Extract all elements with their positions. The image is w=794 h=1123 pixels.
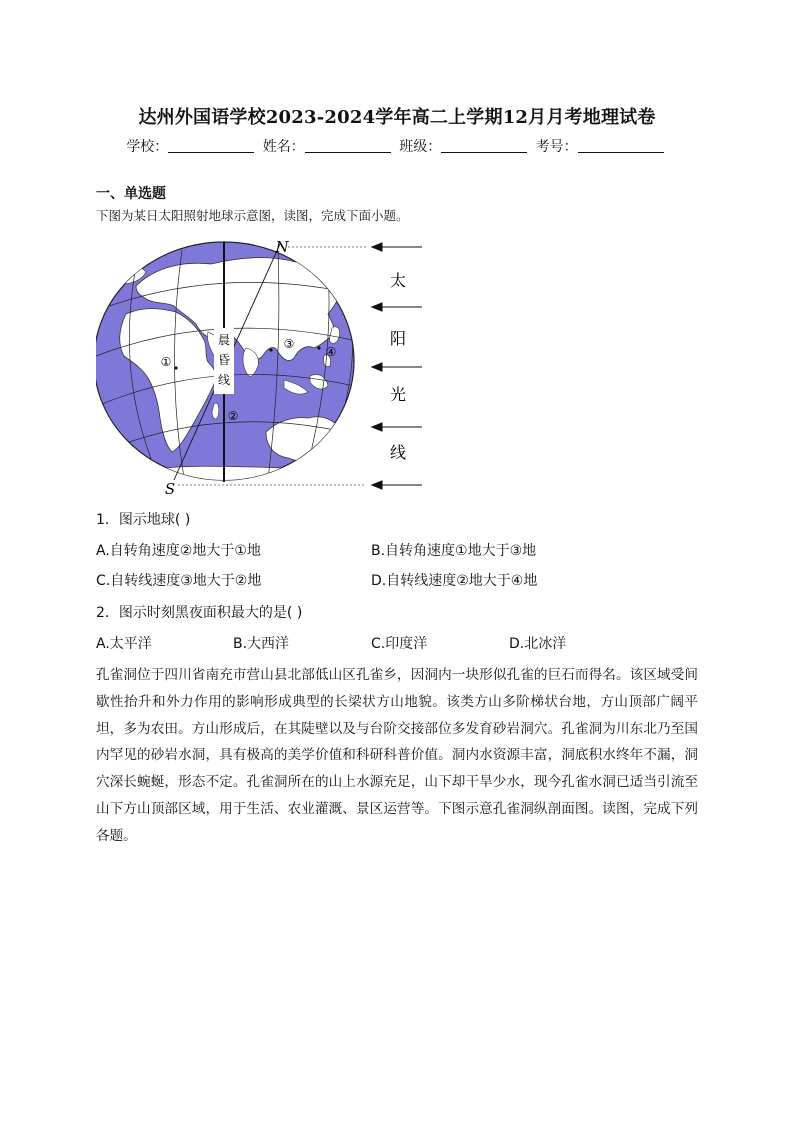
sunlight-label-1: 太	[389, 271, 407, 290]
exam-title: 达州外国语学校2023-2024学年高二上学期12月月考地理试卷	[138, 107, 656, 128]
point-label-4: ④	[325, 345, 337, 359]
question-2-option-c[interactable]: C.印度洋	[371, 636, 428, 652]
section-heading: 一、单选题	[96, 186, 166, 202]
terminator-label-3: 线	[217, 373, 231, 387]
south-pole-label: S	[164, 480, 176, 498]
question-2-option-b[interactable]: B.大西洋	[233, 636, 290, 652]
north-pole-label: N	[275, 238, 289, 256]
question-1-option-c[interactable]: C.自转线速度③地大于②地	[96, 573, 262, 589]
question-1-option-d[interactable]: D.自转线速度②地大于④地	[371, 573, 538, 589]
terminator-label-1: 晨	[217, 333, 231, 347]
sunlight-label-2: 阳	[389, 329, 407, 348]
terminator-label-2: 昏	[217, 353, 231, 367]
question-1-option-b[interactable]: B.自转角速度①地大于③地	[371, 543, 537, 559]
class-blank[interactable]	[441, 138, 527, 153]
question-2-option-d[interactable]: D.北冰洋	[509, 636, 567, 652]
school-blank[interactable]	[168, 138, 254, 153]
student-info-line	[0, 136, 794, 156]
question-1-stem: 1．图示地球( )	[96, 512, 191, 528]
sunlight-earth-diagram	[96, 236, 436, 498]
school-label: 学校：	[126, 139, 169, 155]
reading-passage: 孔雀洞位于四川省南充市营山县北部低山区孔雀乡，因洞内一块形似孔雀的巨石而得名。该区域受间歇性抬升和外力作用的影响形成典型的长梁状方山地貌。该类方山多阶梯状台地，方山顶部广阔平坦，多为农田。方山形成后，在其陡壁以及与台阶交接部位多发育砂岩洞穴。孔雀洞为川东北乃至国内罕见的砂岩水洞，具有极高的美学价值和科研科普价值。洞内水资源丰富，洞底积水终年不漏，洞穴深长蜿蜒，形态不定。孔雀洞所在的山上水源充足，山下却干旱少水，现今孔雀水洞已适当引流至山下方山顶部区域，用于生活、农业灌溉、景区运营等。下图示意孔雀洞纵剖面图。读图，完成下列各题。	[96, 667, 698, 844]
exam-number-label: 考号：	[535, 139, 578, 155]
exam-number-blank[interactable]	[578, 138, 664, 153]
class-label: 班级：	[399, 139, 442, 155]
sunlight-label-4: 线	[389, 443, 407, 462]
sunlight-label-3: 光	[389, 385, 407, 404]
point-label-1: ①	[160, 355, 172, 369]
question-2-option-a[interactable]: A.太平洋	[96, 636, 152, 652]
name-blank[interactable]	[305, 138, 391, 153]
question-2-stem: 2．图示时刻黑夜面积最大的是( )	[96, 605, 303, 621]
point-label-2: ②	[227, 409, 239, 423]
name-label: 姓名：	[262, 139, 305, 155]
question-intro: 下图为某日太阳照射地球示意图，读图，完成下面小题。	[96, 208, 409, 223]
point-label-3: ③	[283, 337, 295, 351]
question-1-option-a[interactable]: A.自转角速度②地大于①地	[96, 543, 261, 559]
